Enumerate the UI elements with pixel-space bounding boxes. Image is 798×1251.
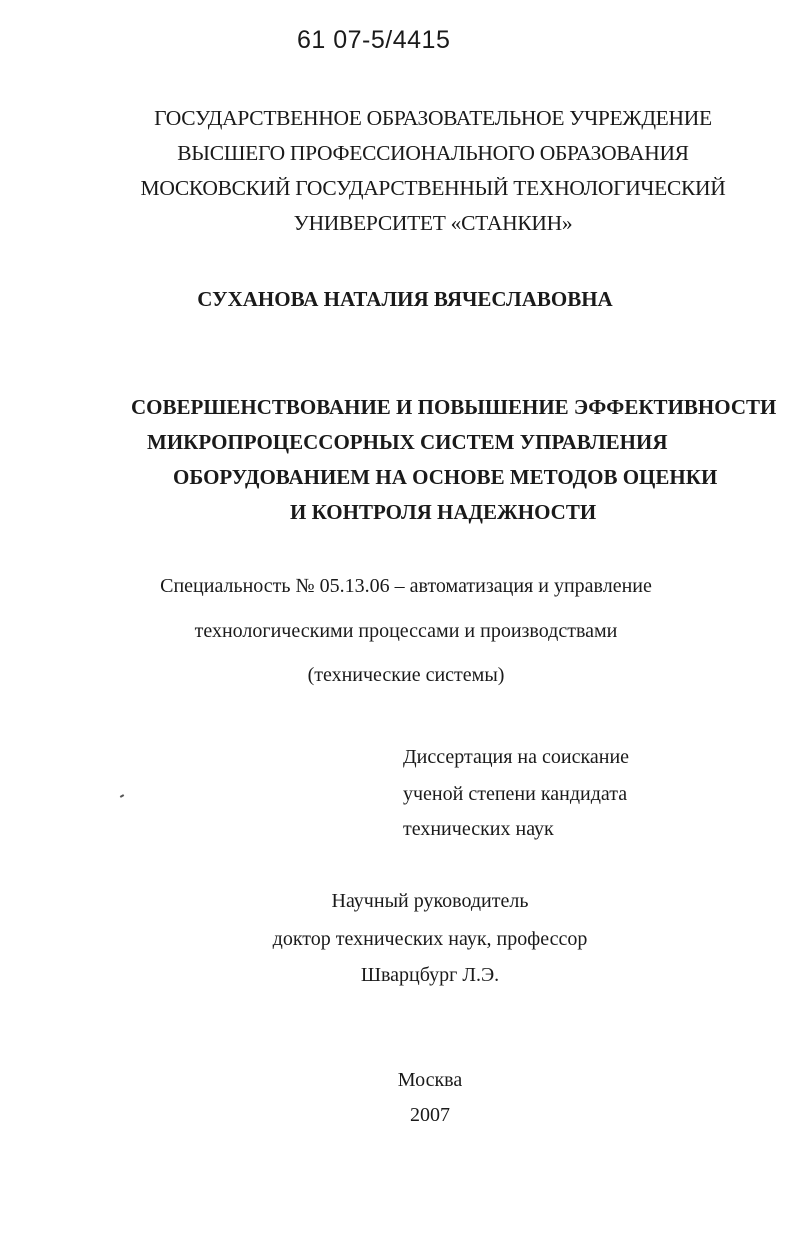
dissertation-line-2: ученой степени кандидата xyxy=(403,783,628,805)
specialty-line-3: (технические системы) xyxy=(307,664,505,686)
specialty-line-2: технологическими процессами и производствами xyxy=(194,620,618,642)
title-line-2: МИКРОПРОЦЕССОРНЫХ СИСТЕМ УПРАВЛЕНИЯ xyxy=(147,430,668,454)
supervisor-degree: доктор технических наук, профессор xyxy=(272,928,588,950)
supervisor-name: Шварцбург Л.Э. xyxy=(360,964,500,986)
archive-stamp: 61 07-5/4415 xyxy=(297,26,451,54)
title-line-3: ОБОРУДОВАНИЕМ НА ОСНОВЕ МЕТОДОВ ОЦЕНКИ xyxy=(173,465,718,489)
title-line-4: И КОНТРОЛЯ НАДЕЖНОСТИ xyxy=(290,500,597,524)
institution-line-4: УНИВЕРСИТЕТ «СТАНКИН» xyxy=(293,211,573,235)
city: Москва xyxy=(397,1069,463,1091)
supervisor-label: Научный руководитель xyxy=(331,890,529,912)
dissertation-line-1: Диссертация на соискание xyxy=(403,746,630,768)
specialty-line-1: Специальность № 05.13.06 – автоматизация и управление xyxy=(160,575,652,597)
author-name: СУХАНОВА НАТАЛИЯ ВЯЧЕСЛАВОВНА xyxy=(197,287,613,311)
institution-line-3: МОСКОВСКИЙ ГОСУДАРСТВЕННЫЙ ТЕХНОЛОГИЧЕСКИЙ xyxy=(140,176,726,200)
scan-speck xyxy=(120,794,124,798)
institution-line-2: ВЫСШЕГО ПРОФЕССИОНАЛЬНОГО ОБРАЗОВАНИЯ xyxy=(177,141,689,165)
title-line-1: СОВЕРШЕНСТВОВАНИЕ И ПОВЫШЕНИЕ ЭФФЕКТИВНОСТИ xyxy=(131,395,777,419)
institution-line-1: ГОСУДАРСТВЕННОЕ ОБРАЗОВАТЕЛЬНОЕ УЧРЕЖДЕНИЕ xyxy=(154,106,712,130)
dissertation-line-3: технических наук xyxy=(403,818,554,840)
year: 2007 xyxy=(410,1104,450,1126)
